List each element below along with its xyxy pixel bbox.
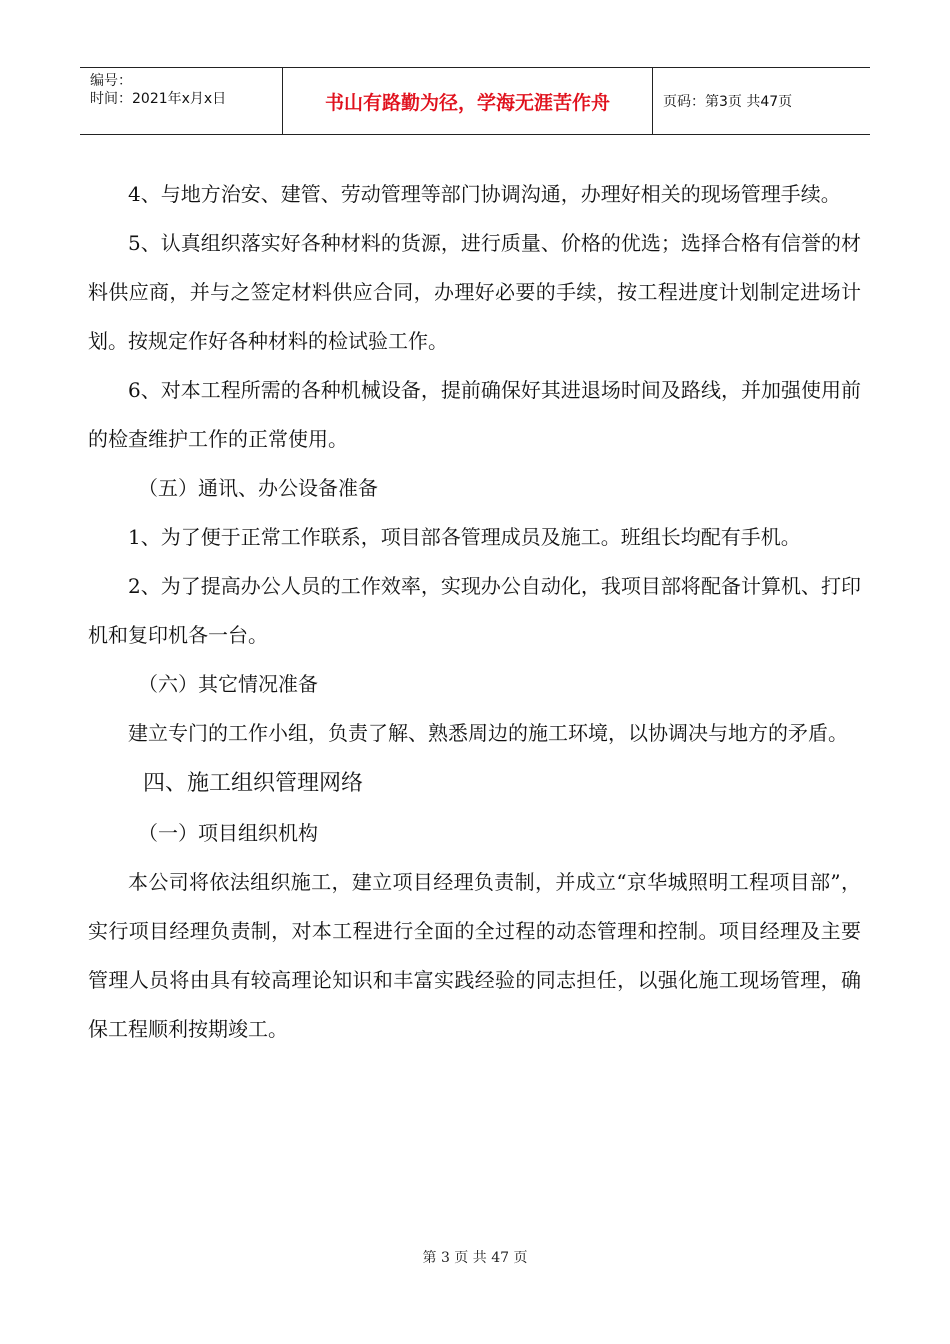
page-header: [80, 67, 870, 135]
document-time-label: 时间：2021年x月x日: [90, 91, 227, 107]
header-meta: [80, 68, 283, 134]
paragraph-project-department: 本公司将依法组织施工，建立项目经理负责制，并成立“京华城照明工程项目部”，实行项目经理负责制，对本工程进行全面的全过程的动态管理和控制。项目经理及主要管理人员将由具有较高理论知识和丰富实践经验的同志担任，以强化施工现场管理，确保工程顺利按期竣工。: [88, 870, 861, 1041]
paragraph-work-group: 建立专门的工作小组，负责了解、熟悉周边的施工环境，以协调决与地方的矛盾。: [128, 721, 848, 745]
document-body: [88, 170, 861, 1054]
paragraph-office-automation: 2、为了提高办公人员的工作效率，实现办公自动化，我项目部将配备计算机、打印机和复印机各一台。: [88, 574, 861, 647]
paragraph-item-6: 6、对本工程所需的各种机械设备，提前确保好其进退场时间及路线，并加强使用前的检查维护工作的正常使用。: [88, 378, 861, 451]
paragraph-item-4: 4、与地方治安、建管、劳动管理等部门协调沟通，办理好相关的现场管理手续。: [128, 182, 841, 206]
section-heading-other: （六）其它情况准备: [138, 672, 318, 696]
paragraph-item-5: 5、认真组织落实好各种材料的货源，进行质量、价格的优选；选择合格有信誉的材料供应商，并与之签定材料供应合同，办理好必要的手续，按工程进度计划制定进场计划。按规定作好各种材料的检试验工作。: [88, 231, 861, 353]
page-footer: 第 3 页 共 47 页: [422, 1250, 528, 1266]
section-heading-communication: （五）通讯、办公设备准备: [138, 476, 378, 500]
paragraph-phones: 1、为了便于正常工作联系，项目部各管理成员及施工。班组长均配有手机。: [128, 525, 801, 549]
chapter-heading-organization: 四、施工组织管理网络: [143, 771, 364, 796]
section-heading-project-org: （一）项目组织机构: [138, 821, 318, 845]
header-slogan: 书山有路勤为径，学海无涯苦作舟: [283, 68, 653, 134]
document-number-label: 编号：: [90, 73, 132, 89]
header-page-number: 页码：第3页 共47页: [663, 94, 793, 110]
